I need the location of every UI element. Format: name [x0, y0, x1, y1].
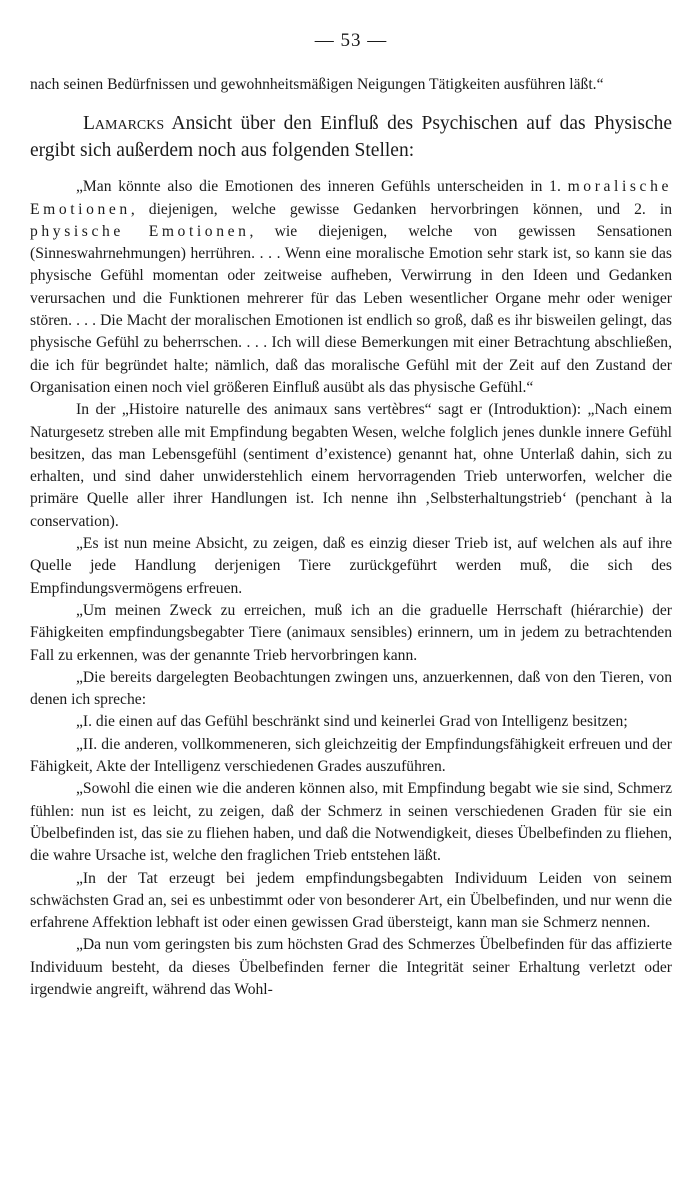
- page-number: — 53 —: [314, 30, 388, 51]
- heading-text: Ansicht über den Einfluß des Psychischen auf das Physische ergibt sich außerdem noch aus folgenden Stellen:: [30, 113, 672, 162]
- paragraph-suffering: „In der Tat erzeugt bei jedem empfindungsbegabten Individuum Leiden von seinem schwächsten Grad an, sei es unbestimmt oder von besonderer Art, ein Übelbefinden, und nur wenn die erfahrene Affektion lebhaft ist oder einen gewissen Grad übersteigt, kann man sie Schmerz nennen.: [30, 869, 672, 932]
- paragraph-histoire: In der „Histoire naturelle des animaux sans vertèbres“ sagt er (Introduktion): „Nach einem Naturgesetz streben alle mit Empfindung begabten Wesen, welche folglich jenes dunkle innere Gefühl besitzen, das man Lebensgefühl (sentiment d’existence) genannt hat, ohne Unterlaß dahin, sich zu erhalten, und sind daher unwiderstehlich einem hervorragenden Trieb unterworfen, welcher die primäre Quelle aller ihrer Handlungen ist. Ich nenne ihn ‚Selbsterhaltungstrieb‘ (penchant à la conservation).: [30, 401, 672, 530]
- section-heading: [30, 110, 672, 164]
- paragraph-observations: „Die bereits dargelegten Beobachtungen zwingen uns, anzuerkennen, daß von den Tieren, von denen ich spreche:: [30, 668, 672, 709]
- paragraph-continuation: nach seinen Bedürfnissen und gewohnheitsmäßigen Neigungen Tätigkeiten ausführen läßt.“: [30, 76, 604, 93]
- quote-text: , diejenigen, welche gewisse Gedanken hervorbringen können, und 2. in: [130, 200, 672, 218]
- quote-paragraph-emotions: [30, 176, 672, 399]
- paragraph-purpose: „Um meinen Zweck zu erreichen, muß ich an die graduelle Herrschaft (hiérarchie) der Fähigkeiten empfindungsbegabter Tiere (animaux sensibles) erinnern, um in jedem zu betrachtenden Fall zu erkennen, was der genannte Trieb hervorbringen kann.: [30, 601, 672, 664]
- heading-name: Lamarcks: [83, 113, 165, 135]
- spaced-term-physical: physische Emotionen: [30, 222, 250, 240]
- quote-text: „Man könnte also die Emotionen des inneren Gefühls unterscheiden in 1.: [76, 178, 568, 196]
- list-item-one: „I. die einen auf das Gefühl beschränkt sind und keinerlei Grad von Intelligenz besitzen;: [76, 713, 628, 731]
- spaced-term-moral: moralische Emotionen: [30, 178, 672, 218]
- paragraph-final: „Da nun vom geringsten bis zum höchsten Grad des Schmerzes Übelbefinden für das affizierte Individuum besteht, da dieses Übelbefinden ferner die Integrität seiner Erhaltung verletzt oder irgendwie angreift, während das Wohl-: [30, 936, 672, 998]
- paragraph-pain: „Sowohl die einen wie die anderen können also, mit Empfindung begabt wie sie sind, Schmerz fühlen: nun ist es leicht, zu zeigen, daß der Schmerz in seinen verschiedenen Graden für sie ein Übelbefinden ist, das sie zu fliehen haben, und daß die Notwendigkeit, dieses Übelbefinden zu fliehen, die wahre Ursache ist, welche den fraglichen Trieb entstehen läßt.: [30, 780, 672, 865]
- list-item-two: „II. die anderen, vollkommeneren, sich gleichzeitig der Empfindungsfähigkeit erfreuen und der Fähigkeit, Akte der Intelligenz verschiedenen Grades auszuführen.: [30, 735, 672, 776]
- body-text: [30, 74, 672, 1001]
- quote-text: , wie diejenigen, welche von gewissen Sensationen (Sinneswahrnehmungen) herrühren. . . . Wenn eine moralische Emotion sehr stark ist, so kann sie das physische Gefühl momentan oder zeitweise aufheben, Verwirrung in den Ideen und Gedanken verursachen und die Funktionen mehrerer für das Leben wesentlicher Organe mehr oder weniger stören. . . . Die Macht der moralischen Emotionen ist endlich so groß, daß es ihr bisweilen gelingt, das physische Gefühl zu beherrschen. . . . Ich will diese Bemerkungen mit einer Betrachtung abschließen, die ich für begründet halte; nämlich, daß das moralische Gefühl mit der Zeit auf den Zustand der Organisation einen noch viel größeren Einfluß ausübt als das physische Gefühl.“: [30, 222, 672, 396]
- paragraph-intent: „Es ist nun meine Absicht, zu zeigen, daß es einzig dieser Trieb ist, auf welchen als auf ihre Quelle jede Handlung derjenigen Tiere zurückgeführt werden muß, die sich des Empfindungsvermögens erfreuen.: [30, 535, 672, 597]
